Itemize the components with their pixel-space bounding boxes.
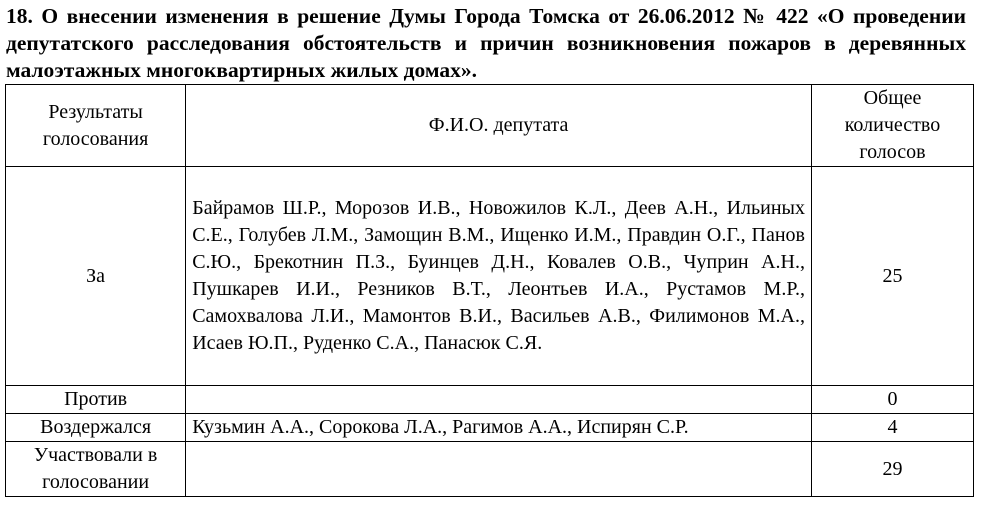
total-cell: 29 [811,442,973,497]
header-result: Результаты голосования [6,85,186,167]
names-cell: Кузьмин А.А., Сорокова Л.А., Рагимов А.А., Испирян С.Р. [186,414,812,442]
table-row-against [6,386,974,414]
document-heading [6,3,966,84]
result-cell: За [6,167,186,386]
table-row-for [6,167,974,386]
result-cell: Участвовали в голосовании [6,442,186,497]
total-cell: 4 [811,414,973,442]
names-cell [186,442,812,497]
header-names: Ф.И.О. депутата [186,85,812,167]
result-cell: Против [6,386,186,414]
table-row-abstained [6,414,974,442]
names-cell [186,386,812,414]
table-row-participated [6,442,974,497]
header-total: Общее количество голосов [811,85,973,167]
total-cell: 25 [811,167,973,386]
item-title: О внесении изменения в решение Думы Города Томска от 26.06.2012 № 422 «О проведении депутатского расследования обстоятельств и причин возникновения пожаров в деревянных малоэтажных многоквартирных жилых домах». [6,4,967,82]
item-number: 18. [6,4,33,28]
total-cell: 0 [811,386,973,414]
table-header-row [6,85,974,167]
voting-results-table [5,84,974,497]
result-cell: Воздержался [6,414,186,442]
names-cell: Байрамов Ш.Р., Морозов И.В., Новожилов К.Л., Деев А.Н., Ильиных С.Е., Голубев Л.М., Замощин В.М., Ищенко И.М., Правдин О.Г., Панов С.Ю., Брекотнин П.З., Буинцев Д.Н., Ковалев О.В., Чуприн А.Н., Пушкарев И.И., Резников В.Т., Леонтьев И.А., Рустамов М.Р., Самохвалова Л.И., Мамонтов В.И., Васильев А.В., Филимонов М.А., Исаев Ю.П., Руденко С.А., Панасюк С.Я. [186,167,812,386]
